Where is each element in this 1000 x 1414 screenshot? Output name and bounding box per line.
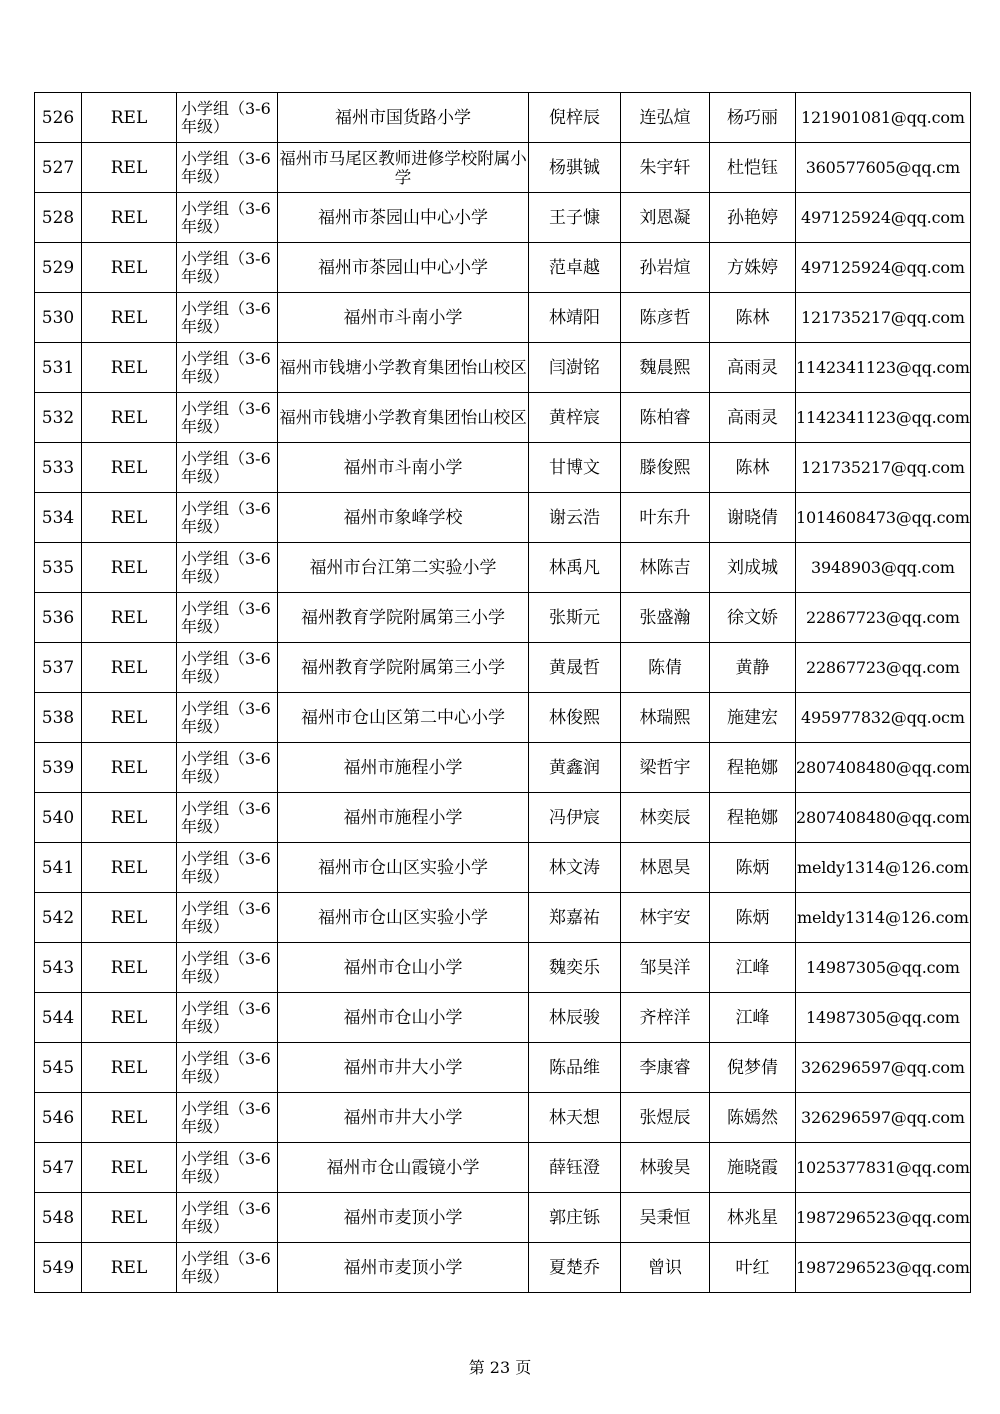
coach-cell: 杨巧丽 bbox=[710, 93, 796, 143]
group-cell: 小学组（3-6年级） bbox=[177, 693, 278, 743]
row-number: 527 bbox=[35, 143, 82, 193]
email-cell: 1987296523@qq.com bbox=[796, 1193, 971, 1243]
student2-cell: 林宇安 bbox=[621, 893, 710, 943]
group-cell: 小学组（3-6年级） bbox=[177, 343, 278, 393]
category-cell: REL bbox=[82, 693, 177, 743]
school-cell: 福州市井大小学 bbox=[278, 1093, 529, 1143]
table-row bbox=[35, 1143, 971, 1193]
category-cell: REL bbox=[82, 1143, 177, 1193]
category-cell: REL bbox=[82, 793, 177, 843]
email-cell: 495977832@qq.ocm bbox=[796, 693, 971, 743]
row-number: 548 bbox=[35, 1193, 82, 1243]
school-cell: 福州市仓山小学 bbox=[278, 943, 529, 993]
category-cell: REL bbox=[82, 593, 177, 643]
category-cell: REL bbox=[82, 443, 177, 493]
email-cell: 2807408480@qq.com bbox=[796, 793, 971, 843]
table-row bbox=[35, 693, 971, 743]
category-cell: REL bbox=[82, 493, 177, 543]
category-cell: REL bbox=[82, 993, 177, 1043]
table-row bbox=[35, 843, 971, 893]
student2-cell: 陈倩 bbox=[621, 643, 710, 693]
table-row bbox=[35, 993, 971, 1043]
email-cell: 121901081@qq.com bbox=[796, 93, 971, 143]
table-row bbox=[35, 893, 971, 943]
student1-cell: 郭庄铄 bbox=[529, 1193, 621, 1243]
coach-cell: 程艳娜 bbox=[710, 743, 796, 793]
table-row bbox=[35, 643, 971, 693]
row-number: 526 bbox=[35, 93, 82, 143]
row-number: 535 bbox=[35, 543, 82, 593]
row-number: 538 bbox=[35, 693, 82, 743]
school-cell: 福州市茶园山中心小学 bbox=[278, 193, 529, 243]
student1-cell: 谢云浩 bbox=[529, 493, 621, 543]
table-row bbox=[35, 1093, 971, 1143]
student1-cell: 黄梓宸 bbox=[529, 393, 621, 443]
table-row bbox=[35, 93, 971, 143]
student2-cell: 林恩昊 bbox=[621, 843, 710, 893]
student2-cell: 曾识 bbox=[621, 1243, 710, 1293]
email-cell: 360577605@qq.cm bbox=[796, 143, 971, 193]
category-cell: REL bbox=[82, 893, 177, 943]
student1-cell: 黄鑫润 bbox=[529, 743, 621, 793]
email-cell: 1142341123@qq.com bbox=[796, 343, 971, 393]
coach-cell: 徐文娇 bbox=[710, 593, 796, 643]
student1-cell: 林天想 bbox=[529, 1093, 621, 1143]
coach-cell: 陈林 bbox=[710, 443, 796, 493]
student2-cell: 陈彦哲 bbox=[621, 293, 710, 343]
coach-cell: 施晓霞 bbox=[710, 1143, 796, 1193]
school-cell: 福州市茶园山中心小学 bbox=[278, 243, 529, 293]
coach-cell: 江峰 bbox=[710, 943, 796, 993]
category-cell: REL bbox=[82, 93, 177, 143]
school-cell: 福州市国货路小学 bbox=[278, 93, 529, 143]
student1-cell: 倪梓辰 bbox=[529, 93, 621, 143]
row-number: 544 bbox=[35, 993, 82, 1043]
table-body bbox=[35, 93, 971, 1293]
student2-cell: 叶东升 bbox=[621, 493, 710, 543]
category-cell: REL bbox=[82, 1243, 177, 1293]
row-number: 537 bbox=[35, 643, 82, 693]
school-cell: 福州市施程小学 bbox=[278, 743, 529, 793]
student2-cell: 吴秉恒 bbox=[621, 1193, 710, 1243]
coach-cell: 陈嫣然 bbox=[710, 1093, 796, 1143]
group-cell: 小学组（3-6年级） bbox=[177, 1043, 278, 1093]
group-cell: 小学组（3-6年级） bbox=[177, 93, 278, 143]
student2-cell: 齐梓洋 bbox=[621, 993, 710, 1043]
row-number: 530 bbox=[35, 293, 82, 343]
student1-cell: 郑嘉祐 bbox=[529, 893, 621, 943]
category-cell: REL bbox=[82, 743, 177, 793]
table-row bbox=[35, 243, 971, 293]
category-cell: REL bbox=[82, 143, 177, 193]
table-row bbox=[35, 1193, 971, 1243]
email-cell: meldy1314@126.com bbox=[796, 893, 971, 943]
student2-cell: 张煜辰 bbox=[621, 1093, 710, 1143]
coach-cell: 孙艳婷 bbox=[710, 193, 796, 243]
row-number: 541 bbox=[35, 843, 82, 893]
group-cell: 小学组（3-6年级） bbox=[177, 643, 278, 693]
email-cell: 497125924@qq.com bbox=[796, 193, 971, 243]
email-cell: 326296597@qq.com bbox=[796, 1043, 971, 1093]
student1-cell: 林文涛 bbox=[529, 843, 621, 893]
school-cell: 福州市台江第二实验小学 bbox=[278, 543, 529, 593]
row-number: 543 bbox=[35, 943, 82, 993]
group-cell: 小学组（3-6年级） bbox=[177, 843, 278, 893]
category-cell: REL bbox=[82, 293, 177, 343]
student1-cell: 林辰骏 bbox=[529, 993, 621, 1043]
school-cell: 福州市施程小学 bbox=[278, 793, 529, 843]
group-cell: 小学组（3-6年级） bbox=[177, 243, 278, 293]
table-row bbox=[35, 193, 971, 243]
student2-cell: 林陈吉 bbox=[621, 543, 710, 593]
email-cell: 1142341123@qq.com bbox=[796, 393, 971, 443]
row-number: 533 bbox=[35, 443, 82, 493]
school-cell: 福州市麦顶小学 bbox=[278, 1193, 529, 1243]
email-cell: 121735217@qq.com bbox=[796, 443, 971, 493]
table-row bbox=[35, 393, 971, 443]
email-cell: 2807408480@qq.com bbox=[796, 743, 971, 793]
school-cell: 福州市仓山小学 bbox=[278, 993, 529, 1043]
coach-cell: 高雨灵 bbox=[710, 343, 796, 393]
category-cell: REL bbox=[82, 343, 177, 393]
email-cell: 14987305@qq.com bbox=[796, 943, 971, 993]
student1-cell: 杨骐铖 bbox=[529, 143, 621, 193]
category-cell: REL bbox=[82, 643, 177, 693]
row-number: 540 bbox=[35, 793, 82, 843]
coach-cell: 倪梦倩 bbox=[710, 1043, 796, 1093]
email-cell: 121735217@qq.com bbox=[796, 293, 971, 343]
row-number: 536 bbox=[35, 593, 82, 643]
row-number: 542 bbox=[35, 893, 82, 943]
student1-cell: 闫澍铭 bbox=[529, 343, 621, 393]
school-cell: 福州教育学院附属第三小学 bbox=[278, 593, 529, 643]
row-number: 547 bbox=[35, 1143, 82, 1193]
email-cell: 14987305@qq.com bbox=[796, 993, 971, 1043]
row-number: 545 bbox=[35, 1043, 82, 1093]
group-cell: 小学组（3-6年级） bbox=[177, 493, 278, 543]
student2-cell: 张盛瀚 bbox=[621, 593, 710, 643]
group-cell: 小学组（3-6年级） bbox=[177, 293, 278, 343]
table-row bbox=[35, 943, 971, 993]
row-number: 529 bbox=[35, 243, 82, 293]
student2-cell: 邹昊洋 bbox=[621, 943, 710, 993]
group-cell: 小学组（3-6年级） bbox=[177, 443, 278, 493]
category-cell: REL bbox=[82, 1043, 177, 1093]
email-cell: 3948903@qq.com bbox=[796, 543, 971, 593]
school-cell: 福州市斗南小学 bbox=[278, 293, 529, 343]
row-number: 528 bbox=[35, 193, 82, 243]
coach-cell: 叶红 bbox=[710, 1243, 796, 1293]
email-cell: 1025377831@qq.com bbox=[796, 1143, 971, 1193]
group-cell: 小学组（3-6年级） bbox=[177, 1093, 278, 1143]
group-cell: 小学组（3-6年级） bbox=[177, 143, 278, 193]
page-number: 第 23 页 bbox=[468, 1358, 532, 1377]
student1-cell: 王子慷 bbox=[529, 193, 621, 243]
student2-cell: 魏晨熙 bbox=[621, 343, 710, 393]
student2-cell: 刘恩凝 bbox=[621, 193, 710, 243]
coach-cell: 高雨灵 bbox=[710, 393, 796, 443]
student1-cell: 薛钰澄 bbox=[529, 1143, 621, 1193]
school-cell: 福州市钱塘小学教育集团怡山校区 bbox=[278, 343, 529, 393]
student2-cell: 陈柏睿 bbox=[621, 393, 710, 443]
group-cell: 小学组（3-6年级） bbox=[177, 1193, 278, 1243]
coach-cell: 谢晓倩 bbox=[710, 493, 796, 543]
student1-cell: 陈品维 bbox=[529, 1043, 621, 1093]
group-cell: 小学组（3-6年级） bbox=[177, 743, 278, 793]
group-cell: 小学组（3-6年级） bbox=[177, 993, 278, 1043]
coach-cell: 杜恺钰 bbox=[710, 143, 796, 193]
row-number: 532 bbox=[35, 393, 82, 443]
coach-cell: 程艳娜 bbox=[710, 793, 796, 843]
row-number: 539 bbox=[35, 743, 82, 793]
student1-cell: 张斯元 bbox=[529, 593, 621, 643]
email-cell: meldy1314@126.com bbox=[796, 843, 971, 893]
table-row bbox=[35, 543, 971, 593]
student1-cell: 林靖阳 bbox=[529, 293, 621, 343]
group-cell: 小学组（3-6年级） bbox=[177, 1243, 278, 1293]
table-row bbox=[35, 343, 971, 393]
group-cell: 小学组（3-6年级） bbox=[177, 543, 278, 593]
student1-cell: 夏楚乔 bbox=[529, 1243, 621, 1293]
group-cell: 小学组（3-6年级） bbox=[177, 793, 278, 843]
row-number: 549 bbox=[35, 1243, 82, 1293]
student1-cell: 冯伊宸 bbox=[529, 793, 621, 843]
student2-cell: 林瑞熙 bbox=[621, 693, 710, 743]
student1-cell: 范卓越 bbox=[529, 243, 621, 293]
coach-cell: 林兆星 bbox=[710, 1193, 796, 1243]
table-row bbox=[35, 593, 971, 643]
coach-cell: 江峰 bbox=[710, 993, 796, 1043]
email-cell: 22867723@qq.com bbox=[796, 643, 971, 693]
school-cell: 福州市象峰学校 bbox=[278, 493, 529, 543]
table-row bbox=[35, 443, 971, 493]
school-cell: 福州市麦顶小学 bbox=[278, 1243, 529, 1293]
group-cell: 小学组（3-6年级） bbox=[177, 943, 278, 993]
school-cell: 福州市钱塘小学教育集团怡山校区 bbox=[278, 393, 529, 443]
category-cell: REL bbox=[82, 193, 177, 243]
coach-cell: 陈炳 bbox=[710, 893, 796, 943]
email-cell: 22867723@qq.com bbox=[796, 593, 971, 643]
table-row bbox=[35, 1243, 971, 1293]
coach-cell: 黄静 bbox=[710, 643, 796, 693]
table-row bbox=[35, 143, 971, 193]
coach-cell: 方姝婷 bbox=[710, 243, 796, 293]
school-cell: 福州市仓山霞镜小学 bbox=[278, 1143, 529, 1193]
table-row bbox=[35, 493, 971, 543]
school-cell: 福州市仓山区实验小学 bbox=[278, 893, 529, 943]
table-row bbox=[35, 293, 971, 343]
student2-cell: 孙岩煊 bbox=[621, 243, 710, 293]
school-cell: 福州市井大小学 bbox=[278, 1043, 529, 1093]
email-cell: 497125924@qq.com bbox=[796, 243, 971, 293]
category-cell: REL bbox=[82, 843, 177, 893]
school-cell: 福州市斗南小学 bbox=[278, 443, 529, 493]
student1-cell: 林禹凡 bbox=[529, 543, 621, 593]
coach-cell: 陈炳 bbox=[710, 843, 796, 893]
student1-cell: 林俊熙 bbox=[529, 693, 621, 743]
category-cell: REL bbox=[82, 1193, 177, 1243]
group-cell: 小学组（3-6年级） bbox=[177, 1143, 278, 1193]
coach-cell: 刘成城 bbox=[710, 543, 796, 593]
coach-cell: 陈林 bbox=[710, 293, 796, 343]
school-cell: 福州市仓山区第二中心小学 bbox=[278, 693, 529, 743]
table-row bbox=[35, 793, 971, 843]
student1-cell: 甘博文 bbox=[529, 443, 621, 493]
school-cell: 福州市仓山区实验小学 bbox=[278, 843, 529, 893]
school-cell: 福州市马尾区教师进修学校附属小学 bbox=[278, 143, 529, 193]
coach-cell: 施建宏 bbox=[710, 693, 796, 743]
category-cell: REL bbox=[82, 543, 177, 593]
row-number: 531 bbox=[35, 343, 82, 393]
category-cell: REL bbox=[82, 943, 177, 993]
group-cell: 小学组（3-6年级） bbox=[177, 193, 278, 243]
student2-cell: 林奕辰 bbox=[621, 793, 710, 843]
category-cell: REL bbox=[82, 1093, 177, 1143]
school-cell: 福州教育学院附属第三小学 bbox=[278, 643, 529, 693]
row-number: 546 bbox=[35, 1093, 82, 1143]
group-cell: 小学组（3-6年级） bbox=[177, 393, 278, 443]
student2-cell: 朱宇轩 bbox=[621, 143, 710, 193]
student1-cell: 魏奕乐 bbox=[529, 943, 621, 993]
email-cell: 326296597@qq.com bbox=[796, 1093, 971, 1143]
student2-cell: 林骏昊 bbox=[621, 1143, 710, 1193]
student2-cell: 李康睿 bbox=[621, 1043, 710, 1093]
category-cell: REL bbox=[82, 393, 177, 443]
table-row bbox=[35, 743, 971, 793]
category-cell: REL bbox=[82, 243, 177, 293]
email-cell: 1014608473@qq.com bbox=[796, 493, 971, 543]
row-number: 534 bbox=[35, 493, 82, 543]
email-cell: 1987296523@qq.com bbox=[796, 1243, 971, 1293]
student2-cell: 梁哲宇 bbox=[621, 743, 710, 793]
group-cell: 小学组（3-6年级） bbox=[177, 893, 278, 943]
student1-cell: 黄晟哲 bbox=[529, 643, 621, 693]
registration-table bbox=[34, 92, 971, 1293]
student2-cell: 滕俊熙 bbox=[621, 443, 710, 493]
table-row bbox=[35, 1043, 971, 1093]
student2-cell: 连弘煊 bbox=[621, 93, 710, 143]
group-cell: 小学组（3-6年级） bbox=[177, 593, 278, 643]
